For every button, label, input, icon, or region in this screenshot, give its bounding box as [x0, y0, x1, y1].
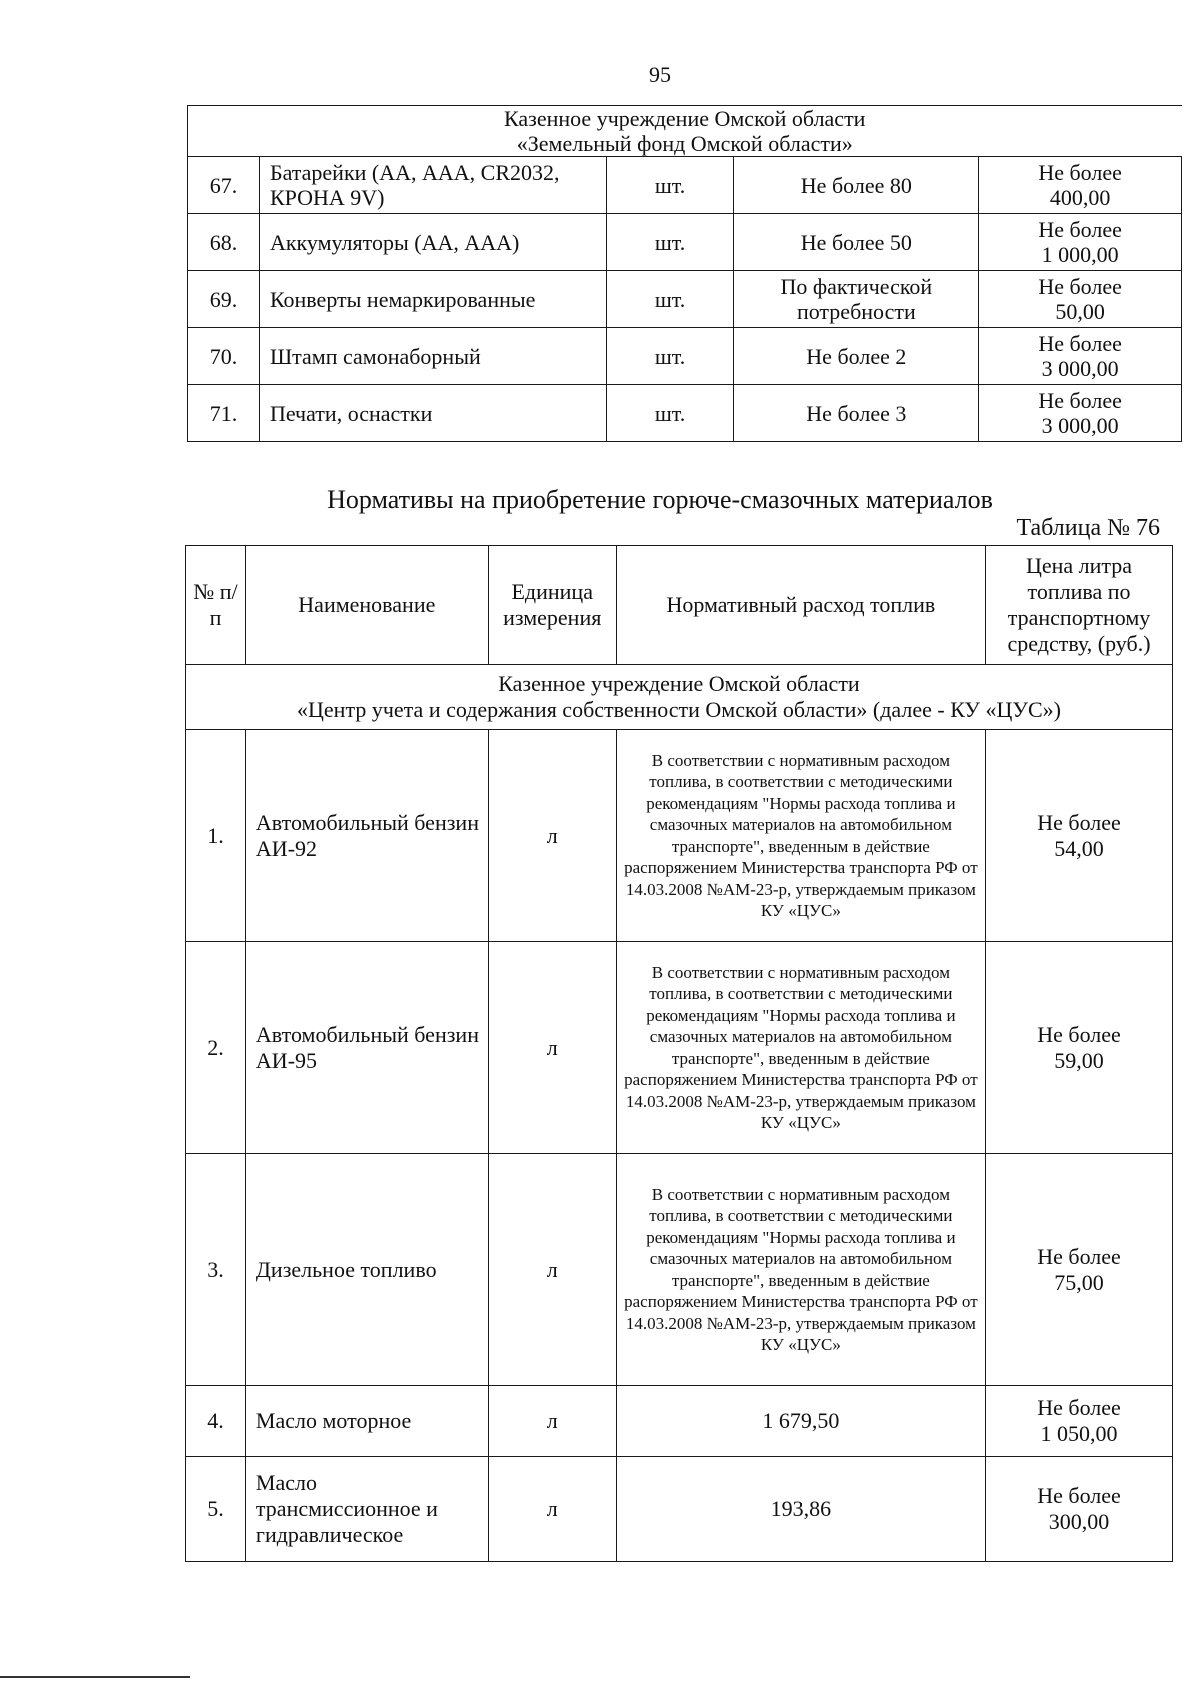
column-header-num: № п/п — [186, 546, 246, 665]
table-row — [188, 271, 1182, 328]
item-name: Дизельное топливо — [245, 1154, 488, 1386]
table-row — [186, 942, 1173, 1154]
unit: л — [488, 942, 616, 1154]
unit: шт. — [606, 214, 734, 271]
column-header-name: Наименование — [245, 546, 488, 665]
fuel-norms-table — [185, 545, 1173, 1562]
price: Не более 3 000,00 — [979, 328, 1182, 385]
price: Не более 50,00 — [979, 271, 1182, 328]
org-line: Казенное учреждение Омской области — [498, 671, 860, 696]
item-name: Аккумуляторы (АА, ААА) — [259, 214, 606, 271]
unit: л — [488, 730, 616, 942]
table-row — [186, 1386, 1173, 1457]
quantity: Не более 2 — [734, 328, 979, 385]
column-header-price: Цена литра топлива по транспортному средству, (руб.) — [986, 546, 1173, 665]
section-heading: Нормативы на приобретение горюче-смазочных материалов — [327, 485, 993, 514]
row-number: 4. — [186, 1386, 246, 1457]
table-number: Таблица № 76 — [1016, 515, 1160, 541]
table-row — [188, 328, 1182, 385]
price: Не более 54,00 — [986, 730, 1173, 942]
org-line: «Центр учета и содержания собственности Омской области» (далее - КУ «ЦУС») — [297, 697, 1061, 722]
quantity: Не более 50 — [734, 214, 979, 271]
item-name: Печати, оснастки — [259, 385, 606, 442]
consumption: 1 679,50 — [616, 1386, 985, 1457]
table-row — [188, 214, 1182, 271]
unit: шт. — [606, 157, 734, 214]
price: Не более 1 050,00 — [986, 1386, 1173, 1457]
row-number: 71. — [188, 385, 260, 442]
org-header — [186, 665, 1173, 730]
table-org-row — [188, 106, 1182, 157]
table-row — [186, 1154, 1173, 1386]
table-row — [186, 1457, 1173, 1562]
unit: л — [488, 1457, 616, 1562]
item-name: Масло трансмиссионное и гидравлическое — [245, 1457, 488, 1562]
unit: шт. — [606, 271, 734, 328]
table-row — [188, 385, 1182, 442]
item-name: Батарейки (АА, ААА, CR2032, КРОНА 9V) — [259, 157, 606, 214]
price: Не более 300,00 — [986, 1457, 1173, 1562]
table-org-row — [186, 665, 1173, 730]
price: Не более 75,00 — [986, 1154, 1173, 1386]
row-number: 70. — [188, 328, 260, 385]
consumption: В соответствии с нормативным расходом топлива, в соответствии с методическими рекомендациям "Нормы расхода топлива и смазочных материалов на автомобильном транспорте", введенным в действие распоряжением Министерства транспорта РФ от 14.03.2008 №АМ-23-р, утверждаемым приказом КУ «ЦУС» — [616, 1154, 985, 1386]
consumption: 193,86 — [616, 1457, 985, 1562]
row-number: 3. — [186, 1154, 246, 1386]
price: Не более 1 000,00 — [979, 214, 1182, 271]
row-number: 68. — [188, 214, 260, 271]
row-number: 1. — [186, 730, 246, 942]
price: Не более 400,00 — [979, 157, 1182, 214]
consumption: В соответствии с нормативным расходом топлива, в соответствии с методическими рекомендациям "Нормы расхода топлива и смазочных материалов на автомобильном транспорте", введенным в действие распоряжением Министерства транспорта РФ от 14.03.2008 №АМ-23-р, утверждаемым приказом КУ «ЦУС» — [616, 730, 985, 942]
price: Не более 59,00 — [986, 942, 1173, 1154]
row-number: 69. — [188, 271, 260, 328]
quantity: По фактической потребности — [734, 271, 979, 328]
item-name: Автомобильный бензин АИ-92 — [245, 730, 488, 942]
row-number: 5. — [186, 1457, 246, 1562]
quantity: Не более 80 — [734, 157, 979, 214]
item-name: Штамп самонаборный — [259, 328, 606, 385]
footer-rule — [0, 1676, 190, 1678]
org-line: «Земельный фонд Омской области» — [516, 131, 853, 156]
org-line: Казенное учреждение Омской области — [504, 106, 866, 131]
table-row — [188, 157, 1182, 214]
supplies-table — [187, 105, 1182, 442]
consumption: В соответствии с нормативным расходом топлива, в соответствии с методическими рекомендациям "Нормы расхода топлива и смазочных материалов на автомобильном транспорте", введенным в действие распоряжением Министерства транспорта РФ от 14.03.2008 №АМ-23-р, утверждаемым приказом КУ «ЦУС» — [616, 942, 985, 1154]
page-number: 95 — [649, 62, 671, 87]
unit: л — [488, 1154, 616, 1386]
table-row — [186, 730, 1173, 942]
unit: шт. — [606, 385, 734, 442]
table-header-row — [186, 546, 1173, 665]
unit: л — [488, 1386, 616, 1457]
org-header — [188, 106, 1182, 157]
unit: шт. — [606, 328, 734, 385]
quantity: Не более 3 — [734, 385, 979, 442]
price: Не более 3 000,00 — [979, 385, 1182, 442]
item-name: Масло моторное — [245, 1386, 488, 1457]
column-header-consumption: Нормативный расход топлив — [616, 546, 985, 665]
row-number: 67. — [188, 157, 260, 214]
item-name: Конверты немаркированные — [259, 271, 606, 328]
item-name: Автомобильный бензин АИ-95 — [245, 942, 488, 1154]
column-header-unit: Единица измерения — [488, 546, 616, 665]
row-number: 2. — [186, 942, 246, 1154]
